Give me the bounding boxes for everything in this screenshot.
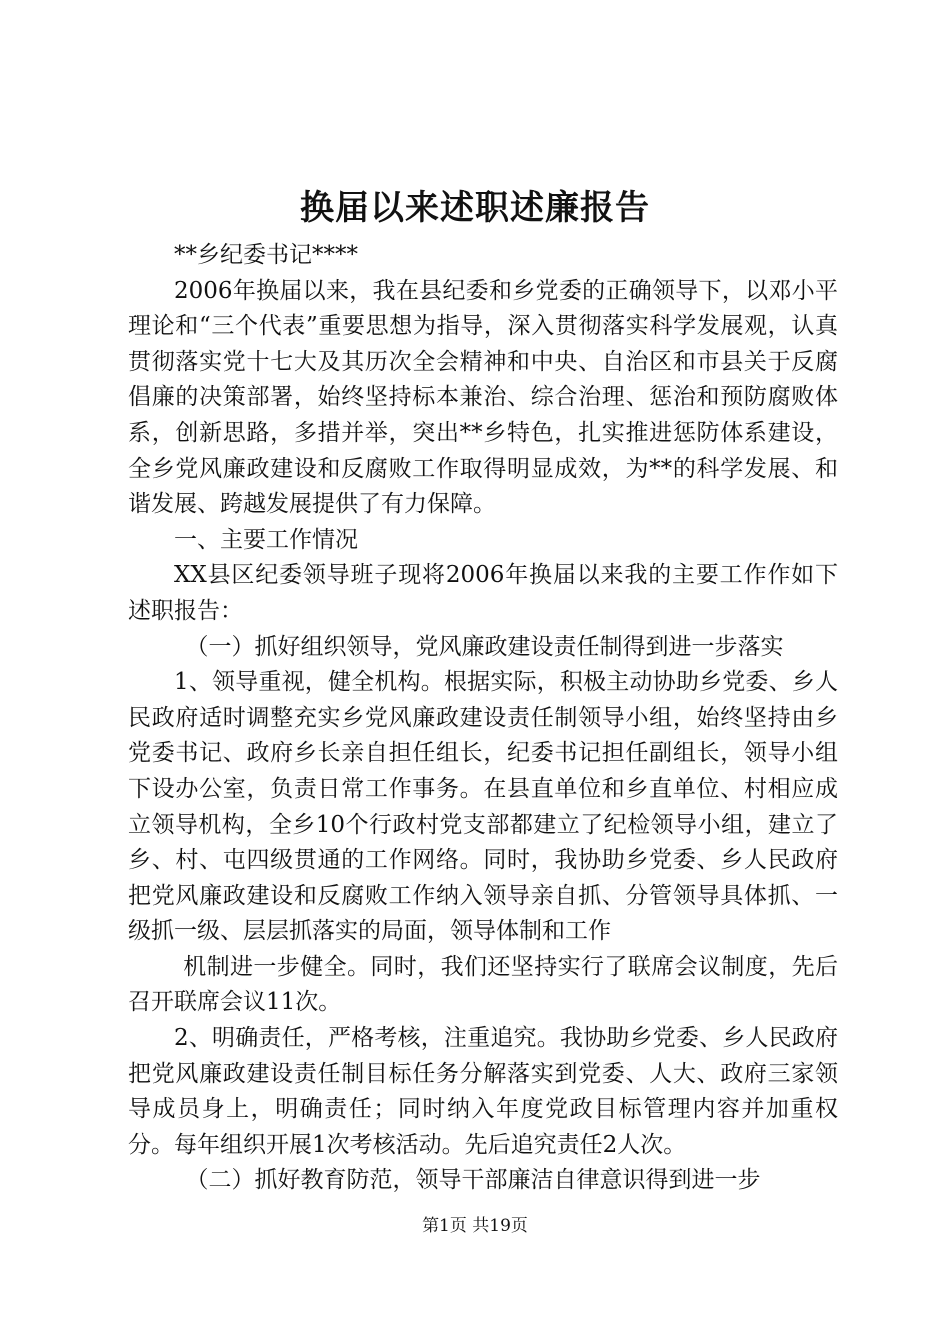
author-line: **乡纪委书记**** (174, 242, 358, 268)
document-body (128, 238, 838, 1199)
document-title: 换届以来述职述廉报告 (300, 188, 650, 228)
paragraph: 1、领导重视，健全机构。根据实际，积极主动协助乡党委、乡人民政府适时调整充实乡党风廉政建设责任制领导小组，始终坚持由乡党委书记、政府乡长亲自担任组长，纪委书记担任副组长，领导小组下设办公室，负责日常工作事务。在县直单位和乡直单位、村相应成立领导机构，全乡10个行政村党支部都建立了纪检领导小组，建立了乡、村、屯四级贯通的工作网络。同时，我协助乡党委、乡人民政府把党风廉政建设和反腐败工作纳入领导亲自抓、分管领导具体抓、一级抓一级、层层抓落实的局面，领导体制和工作 (128, 669, 838, 945)
paragraph: 机制进一步健全。同时，我们还坚持实行了联席会议制度，先后召开联席会议11次。 (128, 953, 838, 1016)
paragraph: XX县区纪委领导班子现将2006年换届以来我的主要工作作如下述职报告： (128, 562, 838, 624)
section-heading: 一、主要工作情况 (174, 526, 358, 553)
subsection-heading: （二）抓好教育防范，领导干部廉洁自律意识得到进一步 (185, 1167, 761, 1194)
paragraph: 2006年换届以来，我在县纪委和乡党委的正确领导下，以邓小平理论和“三个代表”重要思想为指导，深入贯彻落实科学发展观，认真贯彻落实党十七大及其历次全会精神和中央、自治区和市县关于反腐倡廉的决策部署，始终坚持标本兼治、综合治理、惩治和预防腐败体系，创新思路，多措并举，突出**乡特色，扎实推进惩防体系建设，全乡党风廉政建设和反腐败工作取得明显成效，为**的科学发展、和谐发展、跨越发展提供了有力保障。 (128, 277, 838, 518)
page-number-footer: 第1页 共19页 (422, 1216, 528, 1236)
subsection-heading: （一）抓好组织领导，党风廉政建设责任制得到进一步落实 (185, 633, 784, 660)
paragraph: 2、明确责任，严格考核，注重追究。我协助乡党委、乡人民政府把党风廉政建设责任制目标任务分解落实到党委、人大、政府三家领导成员身上，明确责任；同时纳入年度党政目标管理内容并加重权分。每年组织开展1次考核活动。先后追究责任2人次。 (128, 1025, 838, 1158)
